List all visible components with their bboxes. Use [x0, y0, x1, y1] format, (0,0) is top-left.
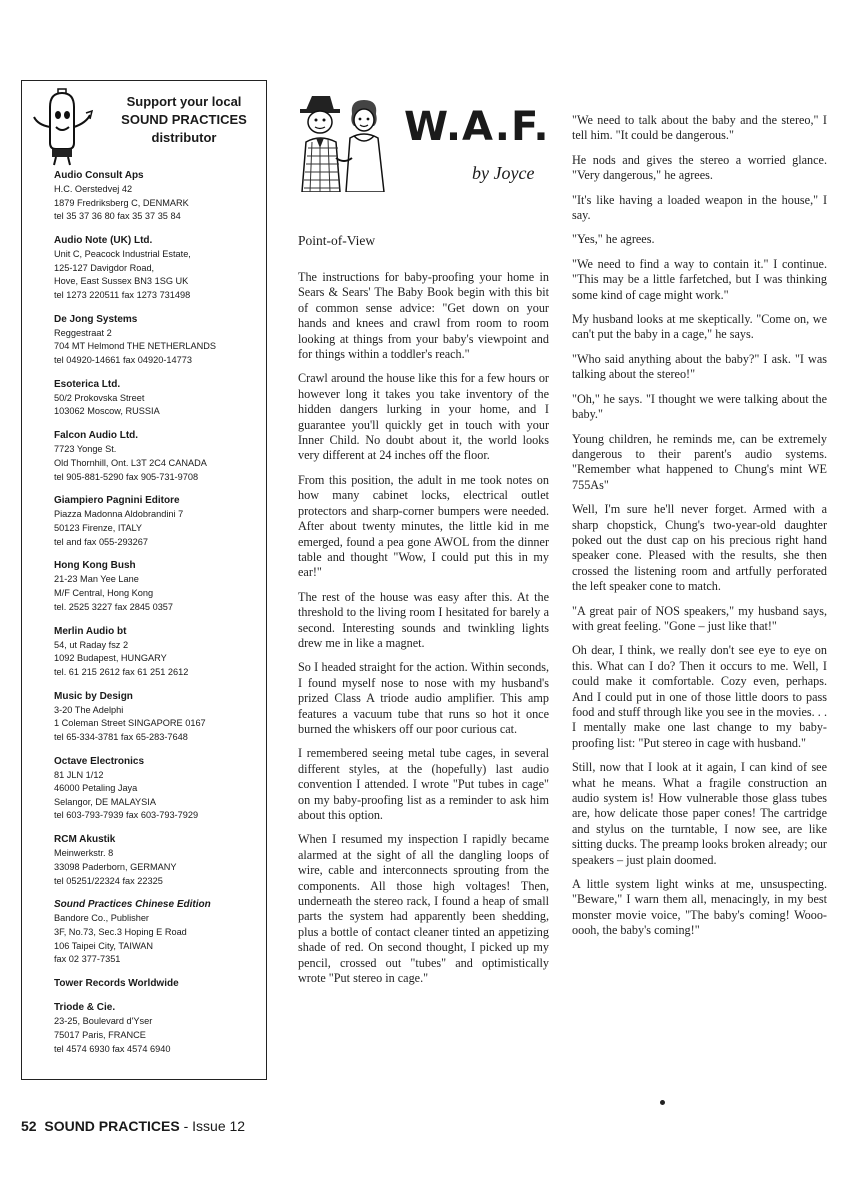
distributor-name: Esoterica Ltd. [54, 378, 121, 390]
distributor-address-line: 103062 Moscow, RUSSIA [54, 406, 160, 417]
distributor-address-line: Old Thornhill, Ont. L3T 2C4 CANADA [54, 457, 207, 468]
distributor-address-line: 21-23 Man Yee Lane [54, 574, 139, 585]
support-heading-line: distributor [151, 130, 217, 145]
distributor-name: Octave Electronics [54, 755, 145, 767]
distributor-address-line: 33098 Paderborn, GERMANY [54, 861, 177, 872]
support-heading-line: SOUND PRACTICES [121, 112, 247, 127]
distributor-name: Audio Note (UK) Ltd. [54, 235, 153, 247]
distributor-name: Falcon Audio Ltd. [54, 430, 139, 442]
distributor-address-line: Piazza Madonna Aldobrandini 7 [54, 509, 184, 520]
page-footer [21, 1118, 245, 1134]
distributor-name: Triode & Cie. [54, 1002, 116, 1014]
article-paragraph: A little system light winks at me, unsuspecting. "Beware," I warn them all, menacingly, in my best monster movie voice, "The baby's coming! Wooo-oooh, the baby's coming!" [572, 877, 827, 938]
article-paragraph: "It's like having a loaded weapon in the house," I say. [572, 192, 827, 223]
distributor-address-line: 1092 Budapest, HUNGARY [54, 653, 167, 664]
distributor-address-line: tel 05251/22324 fax 22325 [54, 875, 163, 886]
distributor-name: Giampiero Pagnini Editore [54, 495, 180, 507]
article-paragraph: Young children, he reminds me, can be extremely dangerous to their parent's audio systems. "Remember what happened to Chung's mint WE 755As" [572, 431, 827, 492]
distributor-entry [54, 690, 264, 745]
distributor-address-line: 75017 Paris, FRANCE [54, 1030, 146, 1041]
distributor-address-line: 50123 Firenze, ITALY [54, 522, 143, 533]
distributor-entry [54, 833, 264, 888]
distributor-list [54, 169, 264, 1067]
distributor-address-line: tel 65-334-3781 fax 65-283-7648 [54, 731, 188, 742]
page-number: 52 [21, 1118, 37, 1134]
article-byline: by Joyce [472, 163, 535, 183]
distributor-entry [54, 559, 264, 614]
distributor-address-line: tel 04920-14661 fax 04920-14773 [54, 354, 192, 365]
distributor-address-line: tel 35 37 36 80 fax 35 37 35 84 [54, 211, 181, 222]
distributor-entry [54, 169, 264, 224]
article-paragraph: So I headed straight for the action. Within seconds, I found myself nose to nose with my husband's prized Class A triode audio amplifier. This amp features a vacuum tube that runs so hot it once burned the whiskers off our poor curious cat. [298, 660, 549, 736]
article-paragraph: "Who said anything about the baby?" I ask. "I was talking about the stereo!" [572, 351, 827, 382]
distributor-address-line: tel. 2525 3227 fax 2845 0357 [54, 601, 174, 612]
distributor-entry [54, 898, 264, 966]
distributor-name: Hong Kong Bush [54, 560, 136, 572]
distributor-address-line: Meinwerkstr. 8 [54, 848, 114, 859]
article-paragraph: From this position, the adult in me took notes on how many cabinet locks, electrical outlet protectors and sharp-corner bumpers were needed. After about twenty minutes, the little kid in me emerged, found a pea gone AWOL from the dinner table and thought "Wow, I could put this in my ear!" [298, 472, 549, 580]
article-paragraph: "Yes," he agrees. [572, 232, 655, 247]
article-paragraph: The instructions for baby-proofing your home in Sears & Sears' The Baby Book begin with this bit of common sense advice: "Get down on your hands and knees and crawl from room to room looking at things from your baby's viewpoint and for things within a toddler's reach." [298, 270, 549, 362]
distributor-entry [54, 625, 264, 680]
distributor-sidebar [21, 80, 267, 1080]
distributor-address-line: M/F Central, Hong Kong [54, 588, 154, 599]
distributor-address-line: 50/2 Prokovska Street [54, 392, 145, 403]
distributor-entry [54, 755, 264, 823]
article-paragraph: Still, now that I look at it again, I can kind of see what he means. What a fragile construction an audio system is! How vulnerable those glass tubes are, how delicate those paper cones! The cartridge and stylus on the turntable, I now see, are like sitting ducks. The preamp looks broken already; our speakers – just plain doomed. [572, 760, 827, 867]
distributor-name: De Jong Systems [54, 313, 138, 325]
article-column-middle [298, 270, 549, 995]
article-paragraph: "We need to talk about the baby and the stereo," I tell him. "It could be dangerous." [572, 113, 827, 143]
article-paragraph: The rest of the house was easy after this. At the threshold to the living room I hesitated for barely a second. Interesting sounds and twinkling lights drew me in like a magnet. [298, 589, 549, 650]
issue-label: - Issue 12 [179, 1118, 246, 1134]
article-paragraph: "We need to find a way to contain it." I continue. "This may be a little farfetched, but I was thinking some kind of cage might work." [572, 256, 827, 302]
distributor-address-line: tel 1273 220511 fax 1273 731498 [54, 289, 191, 300]
distributor-entry [54, 494, 264, 549]
distributor-address-line: 46000 Petaling Jaya [54, 783, 138, 794]
distributor-address-line: 1 Coleman Street SINGAPORE 0167 [54, 718, 206, 729]
article-paragraph: "Oh," he says. "I thought we were talking about the baby." [572, 391, 827, 422]
distributor-name: Tower Records Worldwide [54, 978, 179, 990]
article-column-right [572, 113, 827, 948]
distributor-address-line: Selangor, DE MALAYSIA [54, 796, 156, 807]
distributor-entry [54, 977, 264, 991]
article-paragraph: My husband looks at me skeptically. "Come on, we can't put the baby in a cage," he says. [572, 312, 827, 342]
distributor-address-line: 1879 Fredriksberg C, DENMARK [54, 197, 189, 208]
distributor-address-line: tel 905-881-5290 fax 905-731-9708 [54, 471, 199, 482]
distributor-name: Merlin Audio bt [54, 625, 127, 637]
distributor-address-line: 125-127 Davigdor Road, [54, 262, 155, 273]
distributor-address-line: Hove, East Sussex BN3 1SG UK [54, 276, 189, 287]
distributor-address-line: tel 603-793-7939 fax 603-793-7929 [54, 810, 199, 821]
magazine-name: SOUND PRACTICES [44, 1118, 180, 1134]
distributor-address-line: 3-20 The Adelphi [54, 704, 124, 715]
distributor-address-line: H.C. Oerstedvej 42 [54, 184, 133, 194]
vacuum-tube-mascot-icon [28, 87, 94, 167]
end-mark-icon [660, 1100, 665, 1105]
distributor-address-line: Bandore Co., Publisher [54, 913, 149, 924]
article-title: W.A.F. [404, 104, 550, 150]
distributor-address-line: 54, ut Raday fsz 2 [54, 639, 129, 650]
support-heading [104, 93, 264, 147]
distributor-address-line: 704 MT Helmond THE NETHERLANDS [54, 341, 217, 352]
article-paragraph: Oh dear, I think, we really don't see eye to eye on this. What can I do? Then it occurs to me. Well, I could make it comfortable. Cozy even, perhaps. And I could put in one of those little doors to pass food and stuff through like you see in the movies. . . I mentally make one last change to my baby-proofing list: "Put stereo in cage with husband." [572, 643, 827, 750]
distributor-name: RCM Akustik [54, 834, 116, 846]
distributor-entry [54, 1001, 264, 1056]
distributor-address-line: Reggestraat 2 [54, 327, 112, 338]
distributor-address-line: 81 JLN 1/12 [54, 769, 104, 780]
distributor-address-line: tel 4574 6930 fax 4574 6940 [54, 1043, 171, 1054]
distributor-address-line: 106 Taipei City, TAIWAN [54, 940, 154, 951]
distributor-name: Music by Design [54, 690, 133, 702]
article-paragraph: Well, I'm sure he'll never forget. Armed with a sharp chopstick, Chung's two-year-old daughter poked out the dust cap on his precious right hand speaker cone. Pleased with the results, she then crossed the listening room and artfully perforated the left speaker cone to match. [572, 502, 827, 594]
section-heading: Point-of-View [298, 233, 376, 248]
support-heading-line: Support your local [126, 94, 242, 109]
distributor-address-line: Unit C, Peacock Industrial Estate, [54, 249, 191, 260]
couple-illustration-icon [290, 92, 400, 192]
article-paragraph: When I resumed my inspection I rapidly became alarmed at the sight of all the dangling loops of wire, cable and interconnects sprouting from the components. All those high voltages! Then, underneath the stereo rack, I found a heap of small parts the system had apparently been shedding, plus a bottle of contact cleaner tinted an appetizing shade of red. On second thought, I picked up my pencil, crossed out "tubes" and optimistically wrote "Put stereo in cage." [298, 832, 549, 986]
distributor-entry [54, 234, 264, 302]
distributor-entry [54, 313, 264, 368]
article-paragraph: "A great pair of NOS speakers," my husband says, with great feeling. "Gone – just like that!" [572, 603, 827, 633]
article-paragraph: Crawl around the house like this for a few hours or however long it takes you take inventory of the hidden dangers lurking in your home, and I guarantee you'll quickly get in touch with your Inner Child. No doubt about it, the world looks very different at 24 inches off the floor. [298, 371, 549, 463]
distributor-name: Audio Consult Aps [54, 170, 144, 181]
distributor-entry [54, 429, 264, 484]
article-paragraph: I remembered seeing metal tube cages, in several different styles, at the (hopefully) last audio convention I attended. I wrote "Put tubes in cage" on my baby-proofing list as a reminder to ask him about this option. [298, 746, 549, 822]
distributor-name: Sound Practices Chinese Edition [54, 899, 211, 911]
distributor-address-line: fax 02 377-7351 [54, 954, 121, 965]
distributor-address-line: 3F, No.73, Sec.3 Hoping E Road [54, 927, 187, 938]
distributor-entry [54, 378, 264, 419]
article-paragraph: He nods and gives the stereo a worried glance. "Very dangerous," he agrees. [572, 152, 827, 183]
distributor-address-line: tel. 61 215 2612 fax 61 251 2612 [54, 666, 189, 677]
distributor-address-line: 7723 Yonge St. [54, 444, 117, 455]
distributor-address-line: tel and fax 055-293267 [54, 536, 148, 547]
distributor-address-line: 23-25, Boulevard d'Yser [54, 1016, 153, 1027]
